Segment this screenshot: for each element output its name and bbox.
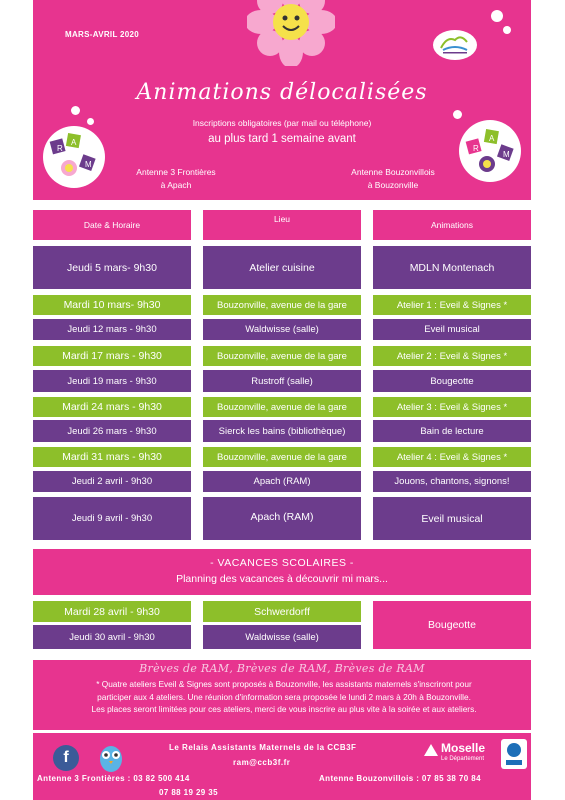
table-row-date: Mardi 24 mars - 9h30 [33, 397, 191, 417]
table-row-animation: Eveil musical [373, 497, 531, 540]
breves-section [33, 660, 531, 730]
table-row-lieu: Waldwisse (salle) [203, 319, 361, 340]
decor-dot [71, 106, 80, 115]
antenne-apach [121, 166, 231, 192]
table-row-lieu: Bouzonville, avenue de la gare [203, 447, 361, 467]
table-row-animation: Atelier 3 : Eveil & Signes * [373, 397, 531, 417]
table2-row-lieu: Waldwisse (salle) [203, 625, 361, 649]
ram-logo-left [43, 126, 105, 188]
table-row-date: Mardi 10 mars- 9h30 [33, 295, 191, 315]
breves-line: participer aux 4 ateliers. Une réunion d'information sera proposée le lundi 2 mars à 20h à Bouzonville. [97, 691, 471, 702]
ram-logo-right [459, 120, 521, 182]
table-row-animation: MDLN Montenach [373, 246, 531, 289]
footer [33, 733, 531, 800]
ram-letter: A [71, 138, 77, 147]
column-header-animations: Animations [373, 210, 531, 240]
antenne-bouzonville-city: à Bouzonville [367, 180, 419, 190]
table-row-date: Jeudi 9 avril - 9h30 [33, 497, 191, 540]
breves-line: * Quatre ateliers Eveil & Signes sont proposés à Bouzonville, les assistants maternels s'inscriront pour [96, 679, 472, 689]
table-row-date: Jeudi 2 avril - 9h30 [33, 471, 191, 492]
moselle-sub: Le Département [441, 756, 485, 762]
ram-letter: R [473, 144, 479, 153]
table-row-date: Jeudi 26 mars - 9h30 [33, 420, 191, 442]
footer-relais: Le Relais Assistants Maternels de la CCB3F [169, 743, 357, 752]
table-row-date: Jeudi 5 mars- 9h30 [33, 246, 191, 289]
table2-row-date: Mardi 28 avril - 9h30 [33, 601, 191, 622]
table2-row-date: Jeudi 30 avril - 9h30 [33, 625, 191, 649]
decor-dot [491, 10, 503, 22]
ram-letter: R [57, 144, 63, 153]
ram-letter: M [503, 150, 510, 159]
footer-antenne-bouzonvillois: Antenne Bouzonvillois : 07 85 38 70 84 [319, 774, 481, 783]
table-row-animation: Atelier 1 : Eveil & Signes * [373, 295, 531, 315]
vacances-banner [33, 549, 531, 595]
antenne-bouzonville-name: Antenne Bouzonvillois [351, 167, 435, 177]
ram-letter: M [85, 160, 92, 169]
table-row-animation: Jouons, chantons, signons! [373, 471, 531, 492]
table-row-date: Jeudi 19 mars - 9h30 [33, 370, 191, 392]
table-row-lieu: Bouzonville, avenue de la gare [203, 346, 361, 366]
ccb3f-logo [433, 30, 477, 60]
column-header-lieu: Lieu [203, 210, 361, 240]
table2-animation: Bougeotte [373, 601, 531, 649]
table-row-lieu: Rustroff (salle) [203, 370, 361, 392]
table-row-date: Mardi 17 mars - 9h30 [33, 346, 191, 366]
table-row-animation: Atelier 4 : Eveil & Signes * [373, 447, 531, 467]
flower-icon [247, 0, 335, 66]
antenne-apach-name: Antenne 3 Frontières [136, 167, 216, 177]
table2-row-lieu: Schwerdorff [203, 601, 361, 622]
ram-letter: A [489, 134, 495, 143]
table-row-animation: Eveil musical [373, 319, 531, 340]
table-row-lieu: Apach (RAM) [203, 497, 361, 540]
subtitle-inscriptions: Inscriptions obligatoires (par mail ou téléphone) [192, 118, 372, 128]
vacances-text: Planning des vacances à découvrir mi mars... [176, 573, 388, 585]
table-row-lieu: Atelier cuisine [203, 246, 361, 289]
decor-dot [503, 26, 511, 34]
vacances-title: - VACANCES SCOLAIRES - [210, 557, 354, 569]
period-label: MARS-AVRIL 2020 [65, 30, 139, 39]
footer-antenne-3-frontieres-tel2: 07 88 19 29 35 [159, 788, 218, 797]
column-header-date: Date & Horaire [33, 210, 191, 240]
facebook-icon[interactable]: f [53, 745, 79, 771]
antenne-bouzonville [333, 166, 453, 192]
page-title: Animations délocalisées [136, 80, 428, 105]
subtitle-delai: au plus tard 1 semaine avant [208, 133, 356, 145]
table-row-lieu: Bouzonville, avenue de la gare [203, 295, 361, 315]
owl-mascot-icon [97, 741, 125, 773]
moselle-name: Moselle [441, 741, 486, 755]
antenne-apach-city: à Apach [160, 180, 192, 190]
breves-line: Les places seront limitées pour ces ateliers, merci de vous inscrire au plus vite à la soirée et aux ateliers. [91, 704, 477, 714]
footer-antenne-3-frontieres: Antenne 3 Frontières : 03 82 500 414 [37, 774, 190, 783]
caf-logo [501, 739, 527, 769]
moselle-icon [423, 743, 439, 757]
moselle-logo [423, 741, 495, 769]
header-banner [33, 0, 531, 200]
table-row-date: Mardi 31 mars - 9h30 [33, 447, 191, 467]
table-row-animation: Atelier 2 : Eveil & Signes * [373, 346, 531, 366]
table-row-lieu: Bouzonville, avenue de la gare [203, 397, 361, 417]
breves-title: Brèves de RAM, Brèves de RAM, Brèves de RAM [139, 662, 425, 675]
table-row-animation: Bougeotte [373, 370, 531, 392]
table-row-date: Jeudi 12 mars - 9h30 [33, 319, 191, 340]
table-row-lieu: Apach (RAM) [203, 471, 361, 492]
footer-email[interactable]: ram@ccb3f.fr [233, 758, 291, 767]
breves-text [41, 678, 527, 716]
table-row-animation: Bain de lecture [373, 420, 531, 442]
table-row-lieu: Sierck les bains (bibliothèque) [203, 420, 361, 442]
